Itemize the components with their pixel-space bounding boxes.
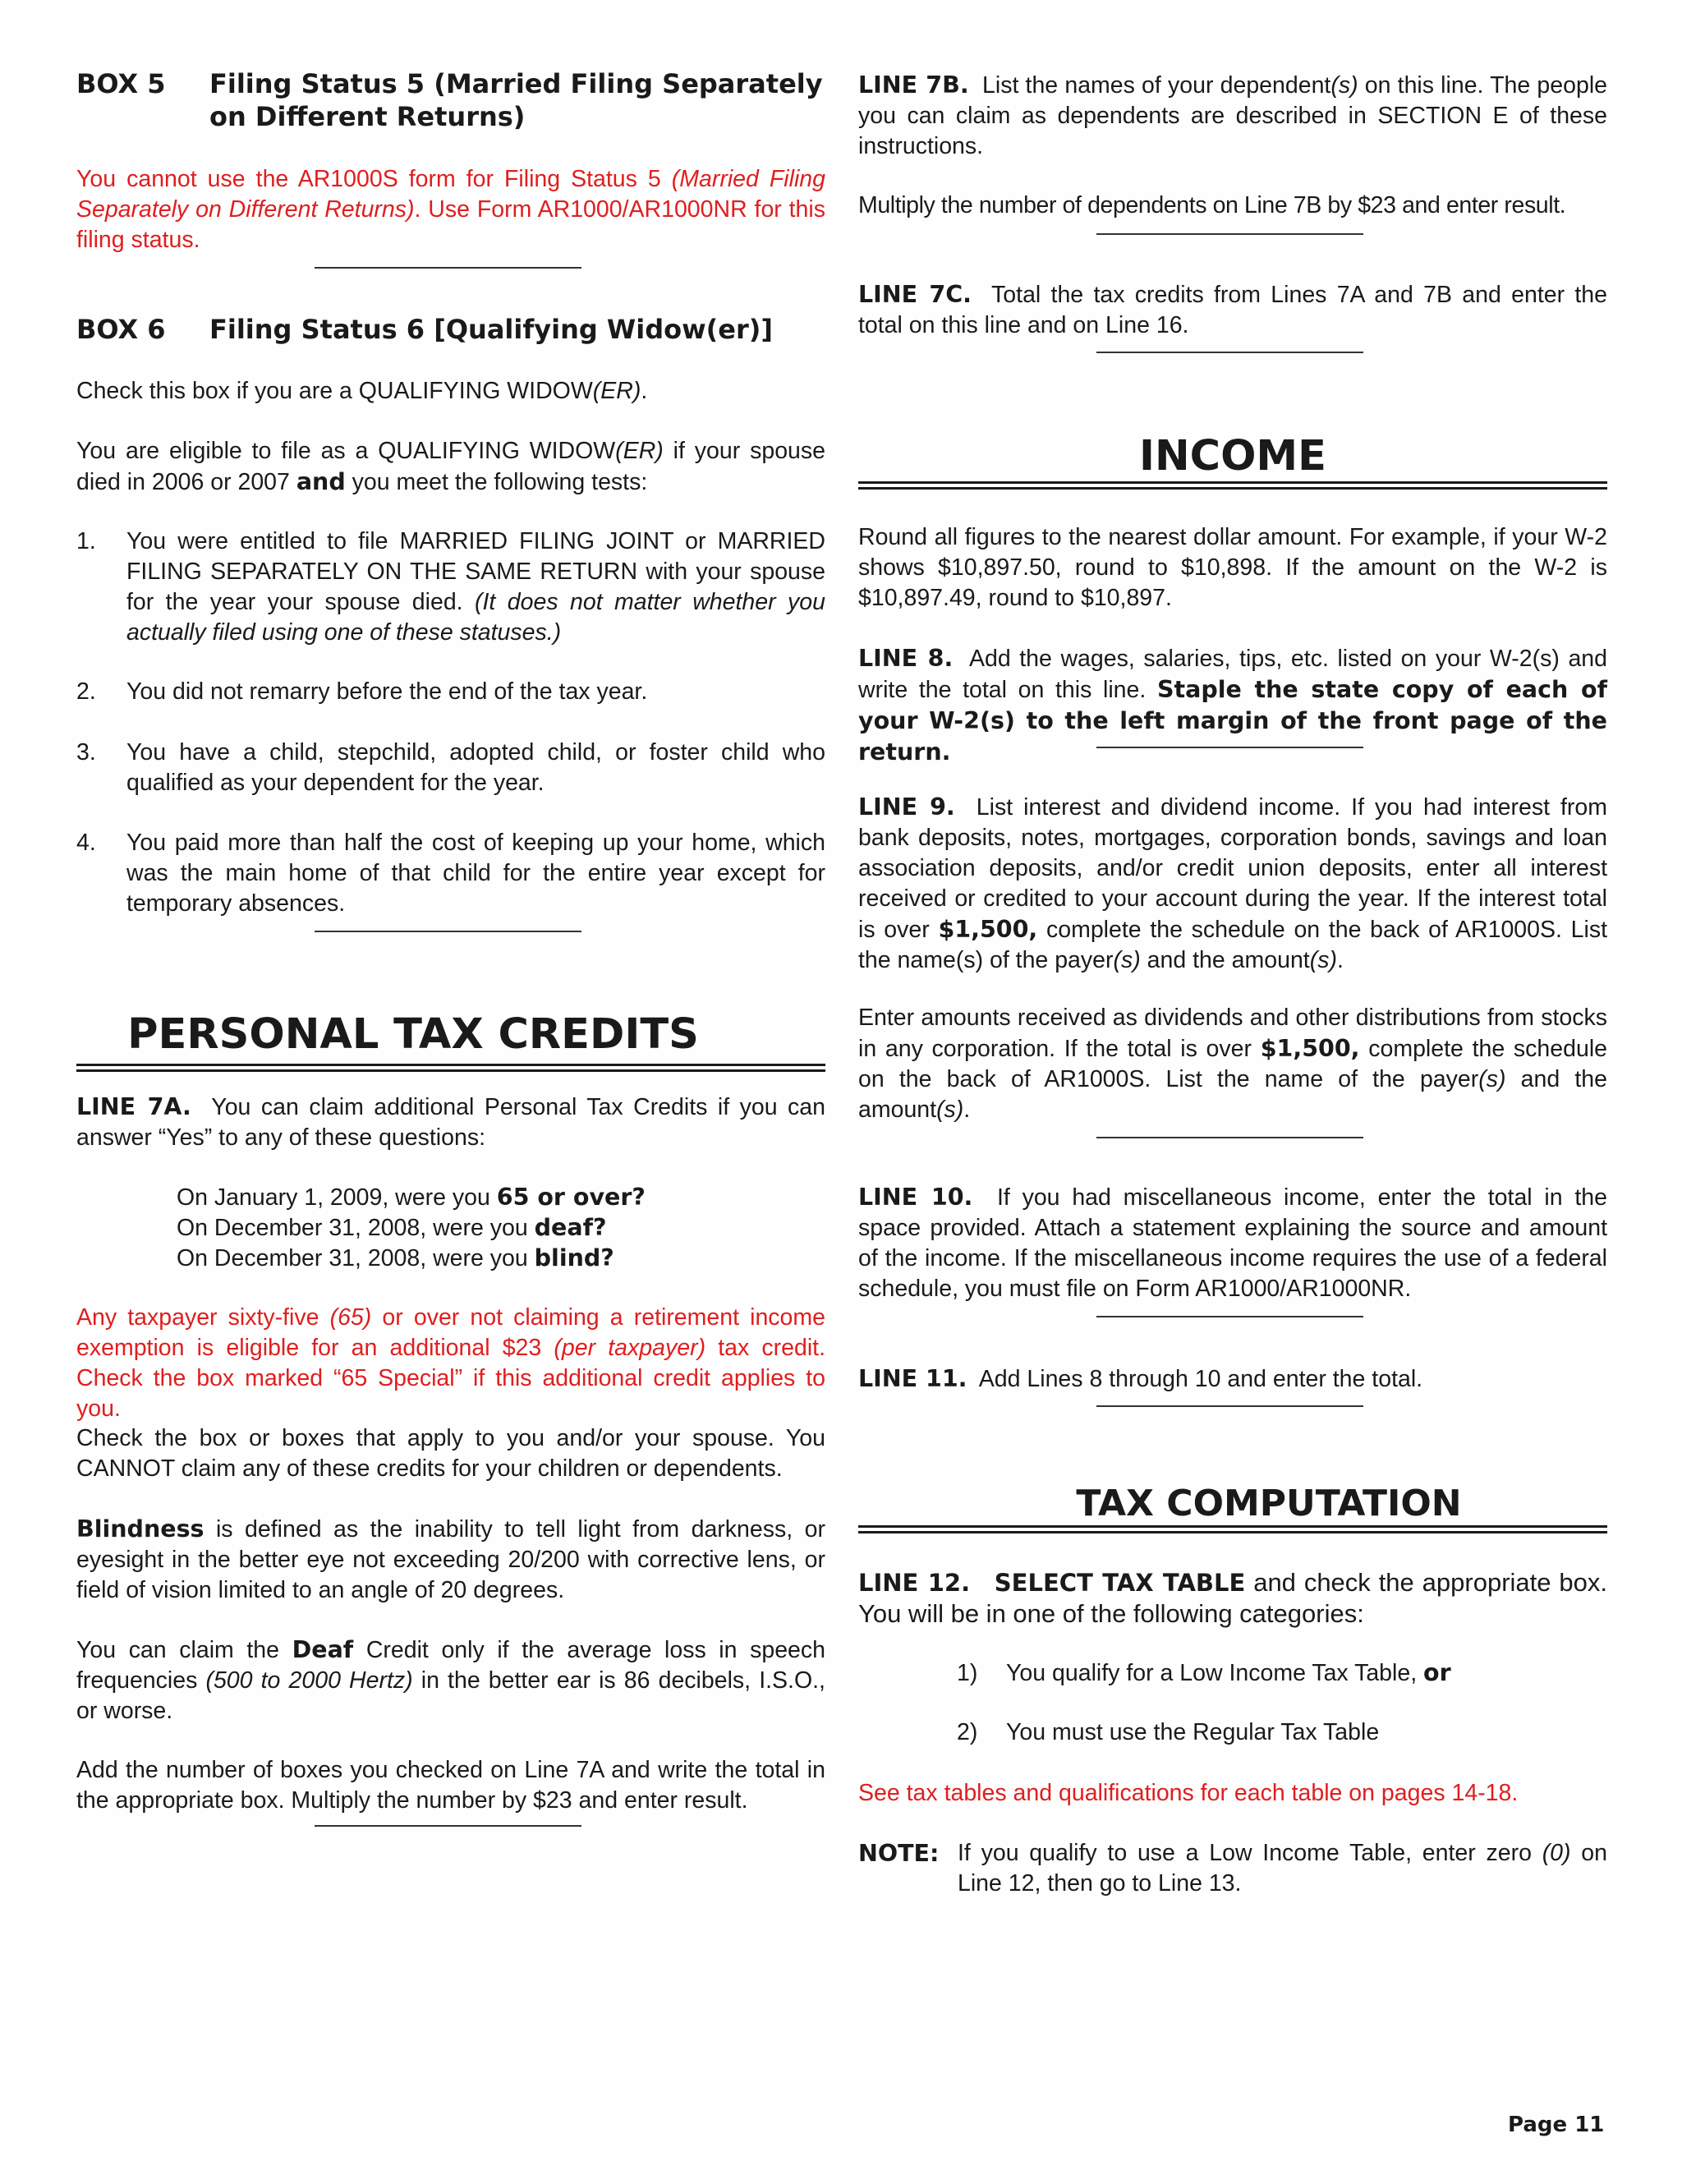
65-special-note: Any taxpayer sixty-five (65) or over not claiming a retirement income exemption is eligible for an additional $23 (per taxpayer) tax credit. Check the box marked “65 Special” if this additional credit applies to you. [76,1304,825,1422]
add-boxes-text: Add the number of boxes you checked on Line 7A and write the total in the appropriate box. Multiply the number by $23 and enter result. [76,1757,825,1814]
heading-rule [76,1064,825,1072]
see-tax-tables-note: See tax tables and qualifications for each table on pages 14-18. [858,1780,1519,1806]
separator [1096,233,1363,235]
tax-computation-heading: TAX COMPUTATION [1076,1483,1462,1524]
blindness-definition: Blindness is defined as the inability to tell light from darkness, or eyesight in the better eye not exceeding 20/200 with corrective lens, or field of vision limited to an angle of 20 degrees. [76,1515,825,1603]
separator [1096,1405,1363,1407]
line7a-text: LINE 7A. You can claim additional Personal Tax Credits if you can answer “Yes” to any of these questions: [76,1093,826,1151]
rounding-text: Round all figures to the nearest dollar amount. For example, if your W-2 shows $10,897.50, round to $10,898. If the amount on the W-2 is $10,897.49, round to $10,897. [858,524,1607,611]
question-65: On January 1, 2009, were you 65 or over? [177,1184,646,1211]
separator [315,931,581,932]
question-deaf: On December 31, 2008, were you deaf? [177,1214,607,1241]
heading-rule [858,1525,1607,1533]
category-1: 1) You qualify for a Low Income Tax Table, or [957,1659,1451,1686]
separator [1096,1316,1363,1317]
personal-tax-credits-heading: PERSONAL TAX CREDITS [127,1010,699,1059]
line8-text: LINE 8. Add the wages, salaries, tips, etc. listed on your W-2(s) and write the total on this line. Staple the state copy of each of your W-2(s) to the left margin of the front page of the return. [858,645,1607,766]
box6-label: BOX 6 [76,314,166,345]
note-label: NOTE: [858,1840,940,1867]
box5-title: Filing Status 5 (Married Filing Separately on Different Returns) [209,68,823,132]
note-text: If you qualify to use a Low Income Table, enter zero (0) on Line 12, then go to Line 13. [958,1840,1607,1897]
line7c-text: LINE 7C. Total the tax credits from Lines 7A and 7B and enter the total on this line and on Line 16. [858,281,1607,338]
box6-eligible-text: You are eligible to file as a QUALIFYING WIDOW(ER) if your spouse died in 2006 or 2007 and you meet the following tests: [76,438,825,495]
box5-warning: You cannot use the AR1000S form for Filing Status 5 (Married Filing Separately on Different Returns). Use Form AR1000/AR1000NR for this filing status. [76,166,825,253]
line12-text: LINE 12. SELECT TAX TABLE and check the appropriate box. You will be in one of the following categories: [858,1568,1607,1628]
line7b-text: LINE 7B. List the names of your dependent(s) on this line. The people you can claim as dependents are described in SECTION E of these instructions. [858,71,1607,159]
instruction-page: BOX 5 Filing Status 5 (Married Filing Separately on Different Returns) You cannot use the AR1000S form for Filing Status 5 (Married Filing Separately on Different Returns). Use Form AR1000/AR1000NR for this filing status. BOX 6 Filing Status 6 [Qualifying Widow(er)] Check this box if you are a QUALIFYING WIDOW(ER). You are eligible to file as a QUALIFYING WIDOW(ER) if your spouse died in 2006 or 2007 and you meet the following tests: 1. You were entitled to file MARRIED FILING JOINT or MARRIED FILING SEPARATELY ON THE SAME RETURN with your spouse for the year your spouse died. (It does not matter whether you actually filed using one of these statuses.) 2. You did not remarry before the end of the tax year. 3. You have a child, stepchild, adopted child, or foster child who qualified as your dependent for the year. 4. You paid more than half the cost of keeping up your home, which was the main home of that child for the entire year except for temporary absences. PERSONAL TAX CREDITS LINE 7A. You can claim additional Personal Tax Credits if you can answer “Yes” to any of these questions: On January 1, 2009, were you 65 or over? On December 31, 2008, were you deaf? On December 31, 2008, were you blind? Any taxpayer sixty-five (65) or over not claiming a retirement income exemption is eligible for an additional $23 (per taxpayer) tax credit. Check the box marked “65 Special” if this additional credit applies to you. Check the box or boxes that apply to you and/or your spouse. You CANNOT claim any of these credits for your children or dependents. Blindness is defined as the inability to tell light from darkness, or eyesight in the better eye not exceeding 20/200 with corrective lens, or field of vision limited to an angle of 20 degrees. You can claim the Deaf Credit only if the average loss in speech frequencies (500 to 2000 Hertz) in the better ear is 86 decibels, I.S.O., or worse. Add the number of boxes you checked on Line 7A and write the total in the appropriate box. Multiply the number by $23 and enter result. LINE 7B. List the names of your dependent(s) on this line. The people you can claim as dependents are described in SECTION E of these instructions. Multiply the number of dependents on Line 7B by $23 and enter result. LINE 7C. Total the tax credits from Lines 7A and 7B and enter the total on this line and on Line 16. INCOME Round all figures to the nearest dollar amount. For example, if your W-2 shows $10,897.50, round to $10,898. If the amount on the W-2 is $10,897.49, round to $10,897. LINE 8. Add the wages, salaries, tips, etc. listed on your W-2(s) and write the total on this line. Staple the state copy of each of your W-2(s) to the left margin of the front page of the return. LINE 9. List interest and dividend income. If you had interest from bank deposits, notes, mortgages, corporation bonds, savings and loan association deposits, and/or credit union deposits, enter all interest received or credited to your account during the year. If the interest total is over $1,500, complete the schedule on the back of AR1000S. List the name(s) of the payer(s) and the amount(s). Enter amounts received as dividends and other distributions from stocks in any corporation. If the total is over $1,500, complete the schedule on the back of AR1000S. List the name of the payer(s) and the amount(s). LINE 10. If you had miscellaneous income, enter the total in the space provided. Attach a statement explaining the source and amount of the income. If the miscellaneous income requires the use of a federal schedule, you must file on Form AR1000/AR1000NR. LINE 11. Add Lines 8 through 10 and enter the total. TAX COMPUTATION LINE 12. SELECT TAX TABLE and check the appropriate box. You will be in one of the following categories: 1) You qualify for a Low Income Tax Table, or 2) You must use the Regular Tax Table See tax tables and qualifications for each table on pages 14-18. NOTE: If you qualify to use a Low Income Table, enter zero (0) on Line 12, then go to Line 13. Page 11 [76,68,1608,2137]
question-blind: On December 31, 2008, were you blind? [177,1244,614,1271]
line10-text: LINE 10. If you had miscellaneous income, enter the total in the space provided. Attach a statement explaining the source and amount of the income. If the miscellaneous income requires the use of a federal schedule, you must file on Form AR1000/AR1000NR. [858,1184,1608,1302]
heading-rule [858,481,1607,490]
check-boxes-text: Check the box or boxes that apply to you and/or your spouse. You CANNOT claim any of these credits for your children or dependents. [76,1425,825,1482]
box5-label: BOX 5 [76,68,166,99]
deaf-credit-text: You can claim the Deaf Credit only if the average loss in speech frequencies (500 to 2000 Hertz) in the better ear is 86 decibels, I.S.O., or worse. [76,1636,825,1724]
separator [1096,1137,1363,1138]
box6-title: Filing Status 6 [Qualifying Widow(er)] [209,314,773,345]
separator [315,1825,581,1827]
line7b-multiply: Multiply the number of dependents on Line 7B by $23 and enter result. [858,192,1566,218]
separator [1096,747,1363,748]
income-heading: INCOME [1138,432,1327,480]
dividends-text: Enter amounts received as dividends and other distributions from stocks in any corporation. If the total is over $1,500, complete the schedule on the back of AR1000S. List the name of the payer(s) and the amount(s). [858,1005,1608,1123]
separator [315,267,581,269]
line9-text: LINE 9. List interest and dividend income. If you had interest from bank deposits, notes, mortgages, corporation bonds, savings and loan association deposits, and/or credit union deposits, enter all interest received or credited to your account during the year. If the interest total is over $1,500, complete the schedule on the back of AR1000S. List the name(s) of the payer(s) and the amount(s). [858,793,1607,973]
box6-check-text: Check this box if you are a QUALIFYING WIDOW(ER). [76,378,648,404]
category-2: 2) You must use the Regular Tax Table [957,1719,1380,1745]
page-number: Page 11 [1508,2113,1605,2137]
separator [1096,352,1363,353]
line11-text: LINE 11. Add Lines 8 through 10 and enter the total. [858,1365,1423,1392]
